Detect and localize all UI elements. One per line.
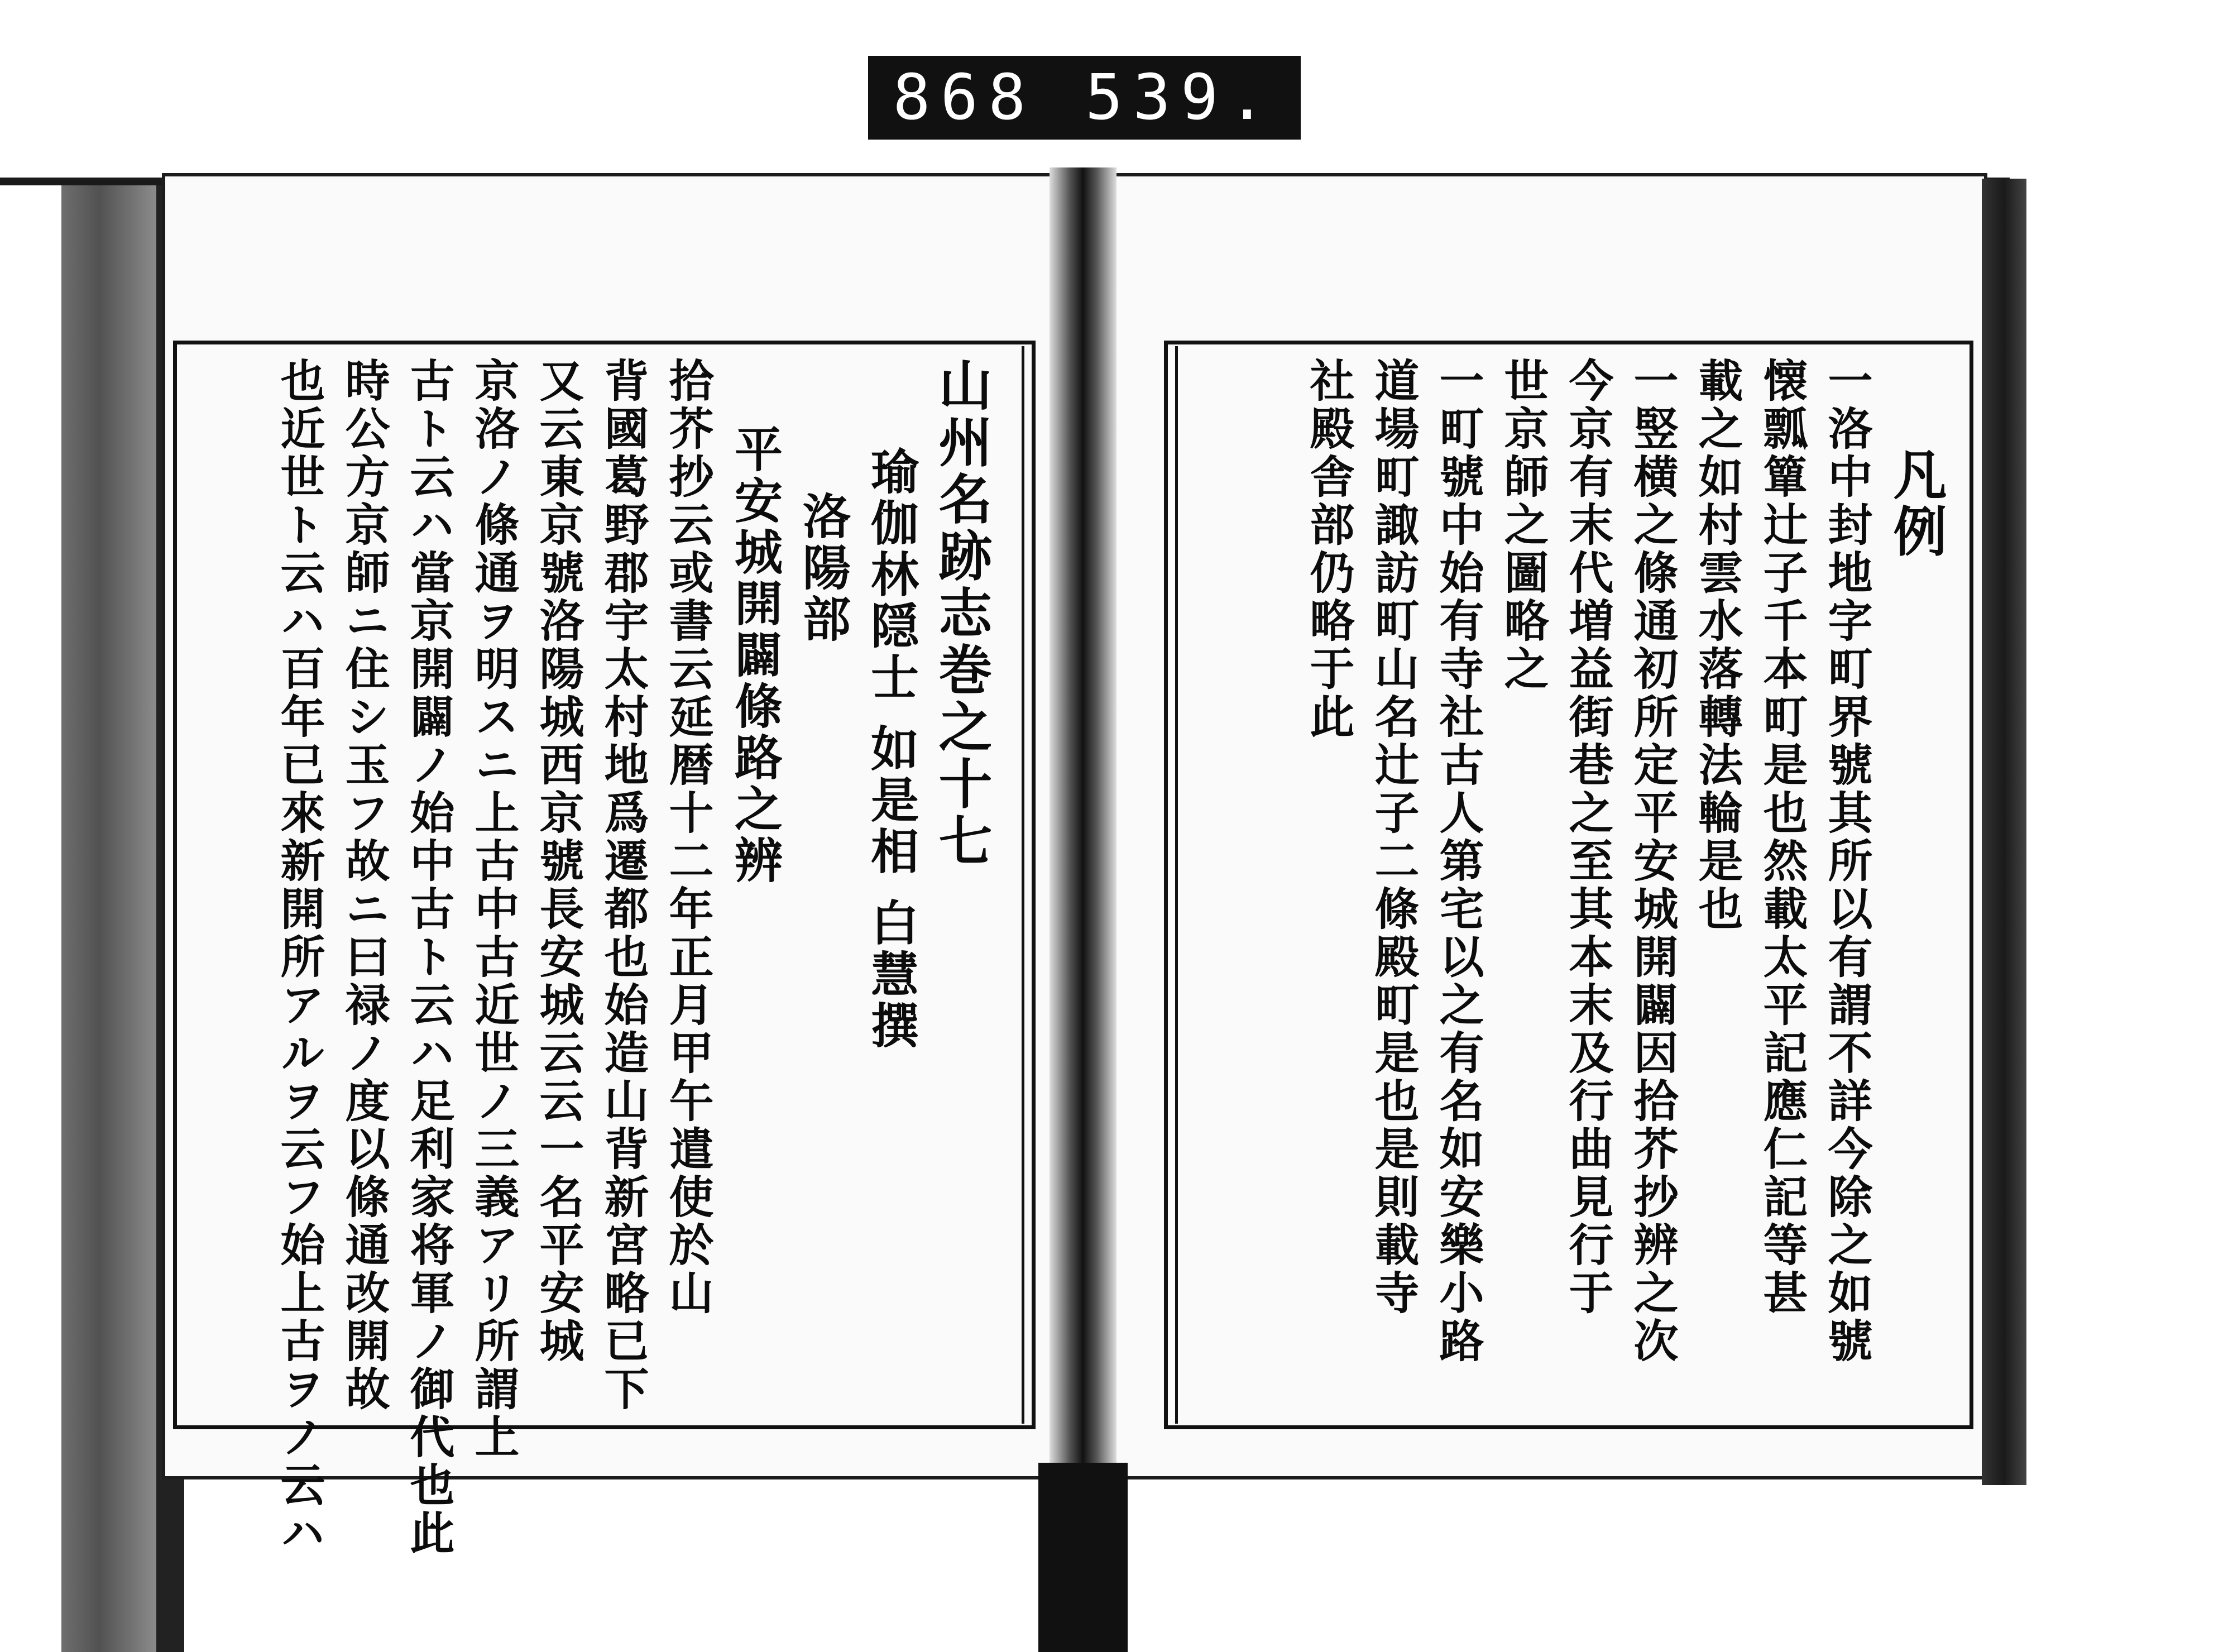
text-column: 也近世ト云ハ百年已來新開所アルヲ云フ始上古ヲノ云ハ — [273, 357, 325, 1558]
right-inner-rule — [1175, 346, 1178, 1424]
text-column: 時公方京師ニ住シ玉フ故ニ曰禄ノ度以條通改開故 — [338, 357, 390, 1414]
text-column: 古ト云ハ當京開闢ノ始中古ト云ハ足利家将軍ノ御代也此 — [402, 357, 455, 1558]
left-page-text — [201, 357, 993, 1558]
text-column: 拾芥抄云或書云延暦十二年正月甲午遣使於山 — [662, 357, 714, 1318]
preface-heading: 凡例 — [1885, 447, 1948, 561]
text-column: 社殿舎部仍略于此 — [1302, 357, 1355, 741]
right-binding-edge — [1982, 179, 2026, 1485]
left-edge-shadow — [61, 184, 156, 1652]
catalog-number-right: 539. — [1085, 61, 1276, 134]
text-column: 載之如村雲水落轉法輪是也 — [1691, 357, 1743, 933]
author-line: 瑜伽林隠士 如是相 白慧撰 — [862, 447, 919, 1052]
section-heading: 洛陽部 — [794, 491, 851, 645]
volume-title: 山州名跡志巻之十七 — [930, 357, 993, 870]
catalog-label — [868, 56, 1301, 140]
text-column: 道場町諏訪町山名辻子二條殿町是也是則載寺 — [1367, 357, 1420, 1318]
text-column: 又云東京號洛陽城西京號長安城云云一名平安城 — [532, 357, 584, 1366]
binding-tab — [1038, 1463, 1128, 1652]
subsection-heading: 平安城開闢條路之辨 — [726, 424, 783, 887]
left-inner-rule — [1022, 346, 1024, 1424]
text-column: 一洛中封地字町界號其所以有謂不詳今除之如號 — [1820, 357, 1873, 1366]
text-column: 京洛ノ條通ヲ明スニ上古中古近世ノ三義アリ所謂上 — [467, 357, 520, 1462]
book-gutter — [1050, 167, 1116, 1485]
right-page-text — [1189, 357, 1948, 1407]
text-column: 一竪横之條通初所定平安城開闢因拾芥抄辨之次 — [1626, 357, 1679, 1366]
text-column: 今京有末代増益街巷之至其本末及行曲見行于 — [1561, 357, 1614, 1318]
catalog-number-left: 868 — [893, 61, 1036, 134]
text-column: 世京師之圖略之 — [1497, 357, 1549, 693]
text-column: 背國葛野郡宇太村地爲遷都也始造山背新宮略已下 — [597, 357, 649, 1414]
text-column: 一町號中始有寺社古人第宅以之有名如安樂小路 — [1432, 357, 1484, 1366]
text-column: 懐瓢簞辻子千本町是也然載太平記應仁記等甚 — [1756, 357, 1808, 1318]
